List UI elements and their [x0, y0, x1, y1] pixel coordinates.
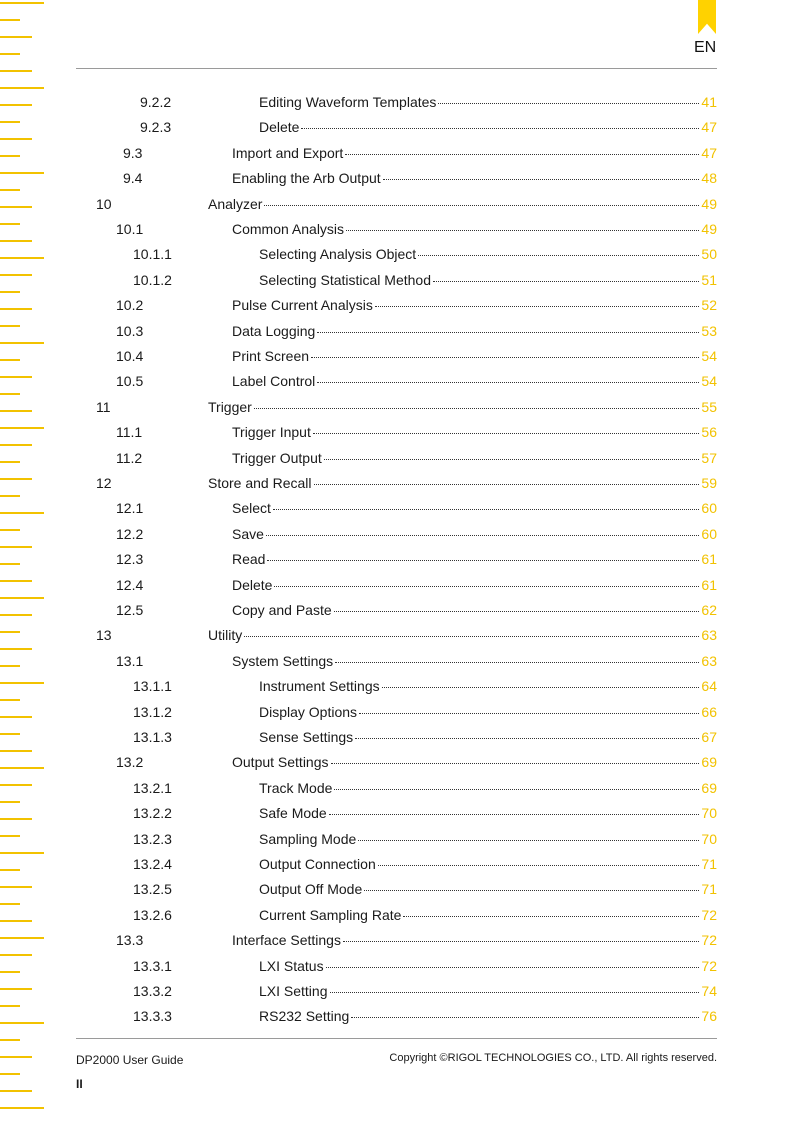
toc-entry-line [232, 319, 717, 344]
toc-entry[interactable] [0, 141, 793, 166]
toc-entry[interactable] [0, 496, 793, 521]
toc-entry-line [232, 496, 717, 521]
toc-section-title: RS232 Setting [259, 1008, 350, 1025]
toc-leader-dots [267, 560, 699, 561]
toc-entry-line [259, 115, 717, 140]
toc-leader-dots [331, 763, 700, 764]
toc-section-title: Sampling Mode [259, 830, 357, 847]
toc-page-link[interactable]: 56 [701, 424, 717, 441]
toc-leader-dots [351, 1017, 699, 1018]
toc-section-title: Delete [259, 119, 300, 136]
toc-section-number: 12.1 [116, 500, 144, 517]
toc-section-number: 9.2.2 [140, 94, 172, 110]
toc-section-number: 13.1.3 [133, 729, 172, 745]
toc-section-title: Display Options [259, 703, 358, 720]
toc-section-title: Output Settings [232, 754, 329, 771]
toc-entry-line [259, 725, 717, 750]
toc-section-title: Selecting Analysis Object [259, 246, 417, 263]
toc-entry-line [232, 344, 717, 369]
toc-entry-line [259, 700, 717, 725]
toc-section-title: Selecting Statistical Method [259, 271, 431, 288]
toc-entry[interactable] [0, 547, 793, 572]
toc-page-link[interactable]: 61 [701, 576, 717, 593]
toc-entry-line [259, 268, 717, 293]
toc-page-link[interactable]: 72 [701, 932, 717, 949]
toc-section-number: 9.2.3 [140, 119, 172, 136]
toc-entry-line [232, 522, 717, 547]
toc-entry[interactable] [0, 598, 793, 623]
toc-entry-line [232, 217, 717, 242]
toc-leader-dots [335, 662, 699, 663]
toc-section-title: System Settings [232, 652, 334, 669]
toc-page-link[interactable]: 69 [701, 779, 717, 796]
toc-entry-line [259, 242, 717, 267]
toc-page-link[interactable]: 47 [701, 144, 717, 161]
guide-title: DP2000 User Guide [76, 1053, 184, 1067]
toc-entry-line [208, 471, 717, 496]
toc-entry[interactable] [0, 319, 793, 344]
language-tab-label: EN [694, 39, 717, 56]
ruler-tick [0, 2, 44, 4]
toc-page-link[interactable]: 49 [701, 195, 717, 212]
ruler-tick [0, 87, 44, 89]
toc-entry[interactable] [0, 90, 793, 115]
toc-entry-line [232, 141, 717, 166]
ruler-tick [0, 1090, 32, 1092]
toc-entry-line [232, 166, 717, 191]
ruler-tick [0, 1073, 20, 1075]
toc-leader-dots [375, 306, 700, 307]
toc-page-link[interactable]: 71 [701, 856, 717, 872]
toc-entry-line [232, 750, 717, 775]
toc-leader-dots [329, 814, 700, 815]
toc-entry[interactable] [0, 268, 793, 293]
toc-entry[interactable] [0, 166, 793, 191]
toc-page-link[interactable]: 71 [701, 881, 717, 898]
toc-entry-line [259, 674, 717, 699]
toc-entry-line [259, 979, 717, 1004]
toc-entry[interactable] [0, 115, 793, 140]
toc-entry[interactable] [0, 623, 793, 648]
ruler-tick [0, 1056, 32, 1058]
toc-leader-dots [343, 941, 699, 942]
toc-section-number: 12.3 [116, 551, 144, 568]
toc-entry[interactable] [0, 801, 793, 826]
toc-page-link[interactable]: 62 [701, 602, 717, 618]
toc-page-link[interactable]: 57 [701, 449, 717, 466]
toc-section-number: 13.1 [116, 652, 144, 669]
toc-page-link[interactable]: 54 [701, 373, 717, 390]
toc-section-number: 13.3.3 [133, 1008, 172, 1025]
toc-leader-dots [311, 357, 699, 358]
toc-page-link[interactable]: 53 [701, 322, 717, 339]
footer-divider [76, 1038, 717, 1039]
toc-section-title: Print Screen [232, 348, 310, 364]
toc-leader-dots [355, 738, 699, 739]
toc-entry-line [259, 90, 717, 115]
toc-entry[interactable] [0, 242, 793, 267]
toc-section-title: Select [232, 500, 271, 517]
toc-entry[interactable] [0, 725, 793, 750]
toc-page-link[interactable]: 41 [701, 94, 717, 110]
toc-section-title: Editing Waveform Templates [259, 94, 437, 110]
toc-leader-dots [334, 789, 699, 790]
toc-page-link[interactable]: 63 [701, 652, 717, 669]
toc-section-title: Interface Settings [232, 932, 341, 949]
toc-section-title: Import and Export [232, 144, 344, 161]
toc-page-link[interactable]: 49 [701, 221, 717, 237]
toc-section-number: 11.2 [116, 449, 143, 466]
toc-section-number: 13.2.5 [133, 881, 172, 898]
toc-entry[interactable] [0, 928, 793, 953]
toc-leader-dots [326, 967, 700, 968]
toc-section-number: 9.4 [123, 170, 143, 187]
toc-leader-dots [345, 154, 699, 155]
ruler-tick [0, 53, 20, 55]
toc-page-link[interactable]: 66 [701, 703, 717, 720]
page-number: II [76, 1077, 83, 1091]
header-divider [76, 68, 717, 69]
toc-leader-dots [266, 535, 700, 536]
toc-section-number: 10.2 [116, 297, 144, 314]
toc-entry-line [232, 573, 717, 598]
toc-entry[interactable] [0, 293, 793, 318]
toc-leader-dots [324, 459, 700, 460]
toc-section-title: Label Control [232, 373, 316, 390]
toc-leader-dots [403, 916, 699, 917]
toc-leader-dots [418, 255, 699, 256]
toc-section-title: Copy and Paste [232, 602, 332, 618]
toc-leader-dots [334, 611, 700, 612]
toc-section-title: Save [232, 525, 264, 542]
toc-page-link[interactable]: 60 [701, 525, 717, 542]
toc-section-number: 13.3 [116, 932, 144, 949]
toc-leader-dots [378, 865, 700, 866]
toc-page-link[interactable]: 54 [701, 348, 717, 364]
toc-leader-dots [314, 484, 700, 485]
toc-leader-dots [359, 713, 699, 714]
toc-entry-line [259, 903, 717, 928]
ruler-tick [0, 36, 32, 38]
toc-section-title: Store and Recall [208, 475, 312, 491]
language-tab-marker [698, 0, 716, 34]
toc-page-link[interactable]: 59 [701, 475, 717, 491]
toc-page-link[interactable]: 55 [701, 398, 717, 415]
toc-entry-line [208, 395, 717, 420]
toc-entry-line [232, 598, 717, 623]
toc-section-number: 13.2.4 [133, 856, 172, 872]
toc-page-link[interactable]: 47 [701, 119, 717, 136]
toc-entry-line [232, 420, 717, 445]
toc-section-number: 10.4 [116, 348, 144, 364]
toc-section-title: Data Logging [232, 322, 316, 339]
toc-section-number: 11 [96, 398, 111, 415]
toc-entry-line [232, 649, 717, 674]
toc-section-number: 10.1.1 [133, 246, 172, 263]
toc-entry-line [259, 827, 717, 852]
toc-leader-dots [330, 992, 700, 993]
toc-leader-dots [358, 840, 699, 841]
toc-section-title: Track Mode [259, 779, 333, 796]
toc-entry-line [259, 877, 717, 902]
toc-section-number: 13.2.3 [133, 830, 172, 847]
toc-leader-dots [383, 179, 700, 180]
toc-page-link[interactable]: 70 [701, 830, 717, 847]
toc-leader-dots [364, 890, 699, 891]
copyright-notice: Copyright ©RIGOL TECHNOLOGIES CO., LTD. All rights reserved. [389, 1052, 717, 1064]
toc-section-title: Enabling the Arb Output [232, 170, 381, 187]
toc-entry-line [259, 1004, 717, 1029]
toc-entry[interactable] [0, 522, 793, 547]
toc-section-title: Trigger Input [232, 424, 311, 441]
toc-entry[interactable] [0, 395, 793, 420]
toc-section-number: 13 [96, 627, 112, 644]
toc-entry[interactable] [0, 903, 793, 928]
toc-entry-line [208, 192, 717, 217]
toc-section-title: Output Off Mode [259, 881, 363, 898]
toc-entry[interactable] [0, 446, 793, 471]
toc-page-link[interactable]: 51 [701, 271, 717, 288]
toc-section-title: Common Analysis [232, 221, 345, 237]
toc-entry[interactable] [0, 344, 793, 369]
toc-section-number: 13.1.1 [133, 678, 172, 695]
toc-section-number: 10.1 [116, 221, 144, 237]
toc-page-link[interactable]: 72 [701, 957, 717, 974]
toc-page-link[interactable]: 48 [701, 170, 717, 187]
toc-entry[interactable] [0, 827, 793, 852]
toc-leader-dots [438, 103, 699, 104]
toc-section-number: 12.5 [116, 602, 144, 618]
toc-section-title: Analyzer [208, 195, 263, 212]
toc-entry[interactable] [0, 979, 793, 1004]
toc-section-number: 12.4 [116, 576, 144, 593]
toc-entry-line [232, 547, 717, 572]
toc-section-title: Safe Mode [259, 805, 327, 822]
toc-section-title: Instrument Settings [259, 678, 380, 695]
toc-leader-dots [433, 281, 699, 282]
toc-page-link[interactable]: 69 [701, 754, 717, 771]
toc-section-title: Trigger [208, 398, 252, 415]
toc-entry[interactable] [0, 877, 793, 902]
toc-section-title: Pulse Current Analysis [232, 297, 373, 314]
toc-leader-dots [244, 636, 699, 637]
toc-page-link[interactable]: 74 [701, 983, 717, 999]
toc-section-title: Trigger Output [232, 449, 322, 466]
toc-entry-line [259, 776, 717, 801]
toc-entry[interactable] [0, 420, 793, 445]
toc-page-link[interactable]: 63 [701, 627, 717, 644]
toc-section-title: Delete [232, 576, 273, 593]
toc-page-link[interactable]: 76 [701, 1008, 717, 1025]
toc-leader-dots [317, 382, 699, 383]
toc-page-link[interactable]: 60 [701, 500, 717, 517]
toc-entry-line [232, 446, 717, 471]
toc-page-link[interactable]: 64 [701, 678, 717, 695]
toc-entry[interactable] [0, 750, 793, 775]
toc-section-title: Read [232, 551, 266, 568]
toc-entry-line [208, 623, 717, 648]
toc-leader-dots [274, 586, 699, 587]
toc-section-title: LXI Status [259, 957, 324, 974]
toc-section-number: 11.1 [116, 424, 143, 441]
toc-leader-dots [273, 509, 700, 510]
toc-entry-line [259, 801, 717, 826]
toc-section-number: 13.2 [116, 754, 144, 771]
toc-entry[interactable] [0, 217, 793, 242]
ruler-tick [0, 70, 32, 72]
toc-entry[interactable] [0, 649, 793, 674]
toc-entry-line [232, 293, 717, 318]
ruler-tick [0, 19, 20, 21]
toc-leader-dots [254, 408, 700, 409]
toc-page-link[interactable]: 61 [701, 551, 717, 568]
toc-entry[interactable] [0, 192, 793, 217]
toc-entry[interactable] [0, 776, 793, 801]
toc-leader-dots [317, 332, 699, 333]
ruler-tick [0, 1107, 44, 1109]
toc-section-number: 13.3.1 [133, 957, 172, 974]
toc-entry[interactable] [0, 471, 793, 496]
toc-entry[interactable] [0, 573, 793, 598]
toc-entry-line [259, 954, 717, 979]
toc-section-number: 10.5 [116, 373, 144, 390]
toc-page-link[interactable]: 72 [701, 906, 717, 923]
toc-entry[interactable] [0, 954, 793, 979]
toc-entry[interactable] [0, 700, 793, 725]
toc-section-number: 10 [96, 195, 112, 212]
toc-section-number: 10.3 [116, 322, 144, 339]
toc-section-title: Utility [208, 627, 243, 644]
toc-entry-line [232, 928, 717, 953]
toc-leader-dots [264, 205, 699, 206]
toc-entry[interactable] [0, 1004, 793, 1029]
toc-section-number: 13.2.6 [133, 906, 172, 923]
toc-leader-dots [346, 230, 699, 231]
toc-entry[interactable] [0, 674, 793, 699]
ruler-tick [0, 1039, 20, 1041]
toc-entry[interactable] [0, 369, 793, 394]
toc-page-link[interactable]: 52 [701, 297, 717, 314]
toc-page-link[interactable]: 70 [701, 805, 717, 822]
toc-section-number: 13.2.2 [133, 805, 172, 822]
toc-page-link[interactable]: 67 [701, 729, 717, 745]
toc-section-title: Current Sampling Rate [259, 906, 402, 923]
toc-leader-dots [301, 128, 699, 129]
toc-leader-dots [382, 687, 700, 688]
toc-section-number: 13.1.2 [133, 703, 172, 720]
toc-section-number: 13.2.1 [133, 779, 172, 796]
toc-section-title: Sense Settings [259, 729, 354, 745]
toc-section-number: 12.2 [116, 525, 144, 542]
toc-section-number: 10.1.2 [133, 271, 172, 288]
toc-section-number: 13.3.2 [133, 983, 172, 999]
toc-page-link[interactable]: 50 [701, 246, 717, 263]
toc-section-title: Output Connection [259, 856, 376, 872]
toc-leader-dots [313, 433, 700, 434]
toc-entry-line [232, 369, 717, 394]
toc-section-number: 9.3 [123, 144, 143, 161]
toc-entry-line [259, 852, 717, 877]
toc-section-number: 12 [96, 475, 112, 491]
toc-entry[interactable] [0, 852, 793, 877]
toc-section-title: LXI Setting [259, 983, 328, 999]
